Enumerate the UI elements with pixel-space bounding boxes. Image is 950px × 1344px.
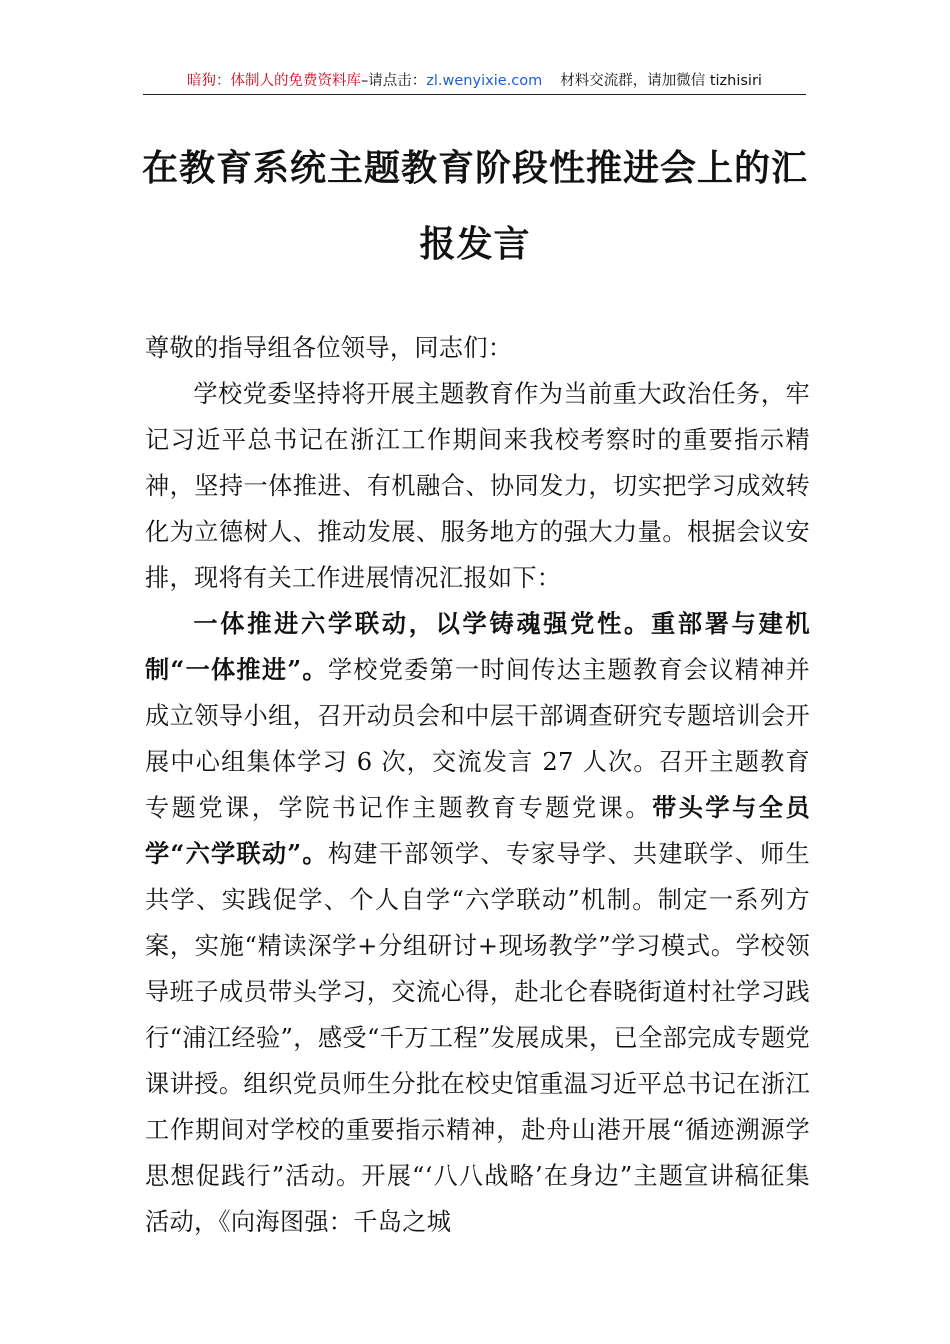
subheading-2: 带头学与全员学“六学联动”。	[145, 793, 810, 868]
subheading-1: 重部署与建机制“一体推进”。	[145, 609, 810, 684]
paragraph-intro: 学校党委坚持将开展主题教育作为当前重大政治任务，牢记习近平总书记在浙江工作期间来我校考察时的重要指示精神，坚持一体推进、有机融合、协同发力，切实把学习成效转化为立德树人、推动发展、服务地方的强大力量。根据会议安排，现将有关工作进展情况汇报如下：	[145, 380, 810, 592]
salutation: 尊敬的指导组各位领导，同志们：	[145, 334, 513, 362]
header-link[interactable]: zl.wenyixie.com	[426, 73, 543, 89]
section-text-1: 学校党委第一时间传达主题教育会议精神并成立领导小组，召开动员会和中层干部调查研究专题培训会开展中心组集体学习 6 次，交流发言 27 人次。召开主题教育专题党课，学院书记作主题教育专题党课。	[145, 656, 810, 822]
section-heading: 一体推进六学联动，以学铸魂强党性。	[193, 609, 651, 638]
title-line-2: 报发言	[419, 223, 531, 265]
document-title	[140, 130, 810, 282]
header-site-name: 暗狗：体制人的免费资料库	[187, 73, 362, 89]
title-line-1: 在教育系统主题教育阶段性推进会上的汇	[141, 147, 808, 189]
paragraph-section-one	[145, 601, 810, 1245]
header-wechat-note: 材料交流群，请加微信 tizhisiri	[560, 73, 762, 89]
document-body	[145, 325, 810, 1245]
header-click-prompt: –请点击：	[361, 73, 427, 89]
section-text-2: 构建干部领学、专家导学、共建联学、师生共学、实践促学、个人自学“六学联动”机制。制定一系列方案，实施“精读深学+分组研讨+现场教学”学习模式。学校领导班子成员带头学习，交流心得，赴北仑春晓街道村社学习践行“浦江经验”，感受“千万工程”发展成果，已全部完成专题党课讲授。组织党员师生分批在校史馆重温习近平总书记在浙江工作期间对学校的重要指示精神，赴舟山港开展“循迹溯源学思想促践行”活动。开展“‘八八战略’在身边”主题宣讲稿征集活动，《向海图强：千岛之城	[145, 840, 810, 1236]
page-header	[143, 68, 806, 95]
